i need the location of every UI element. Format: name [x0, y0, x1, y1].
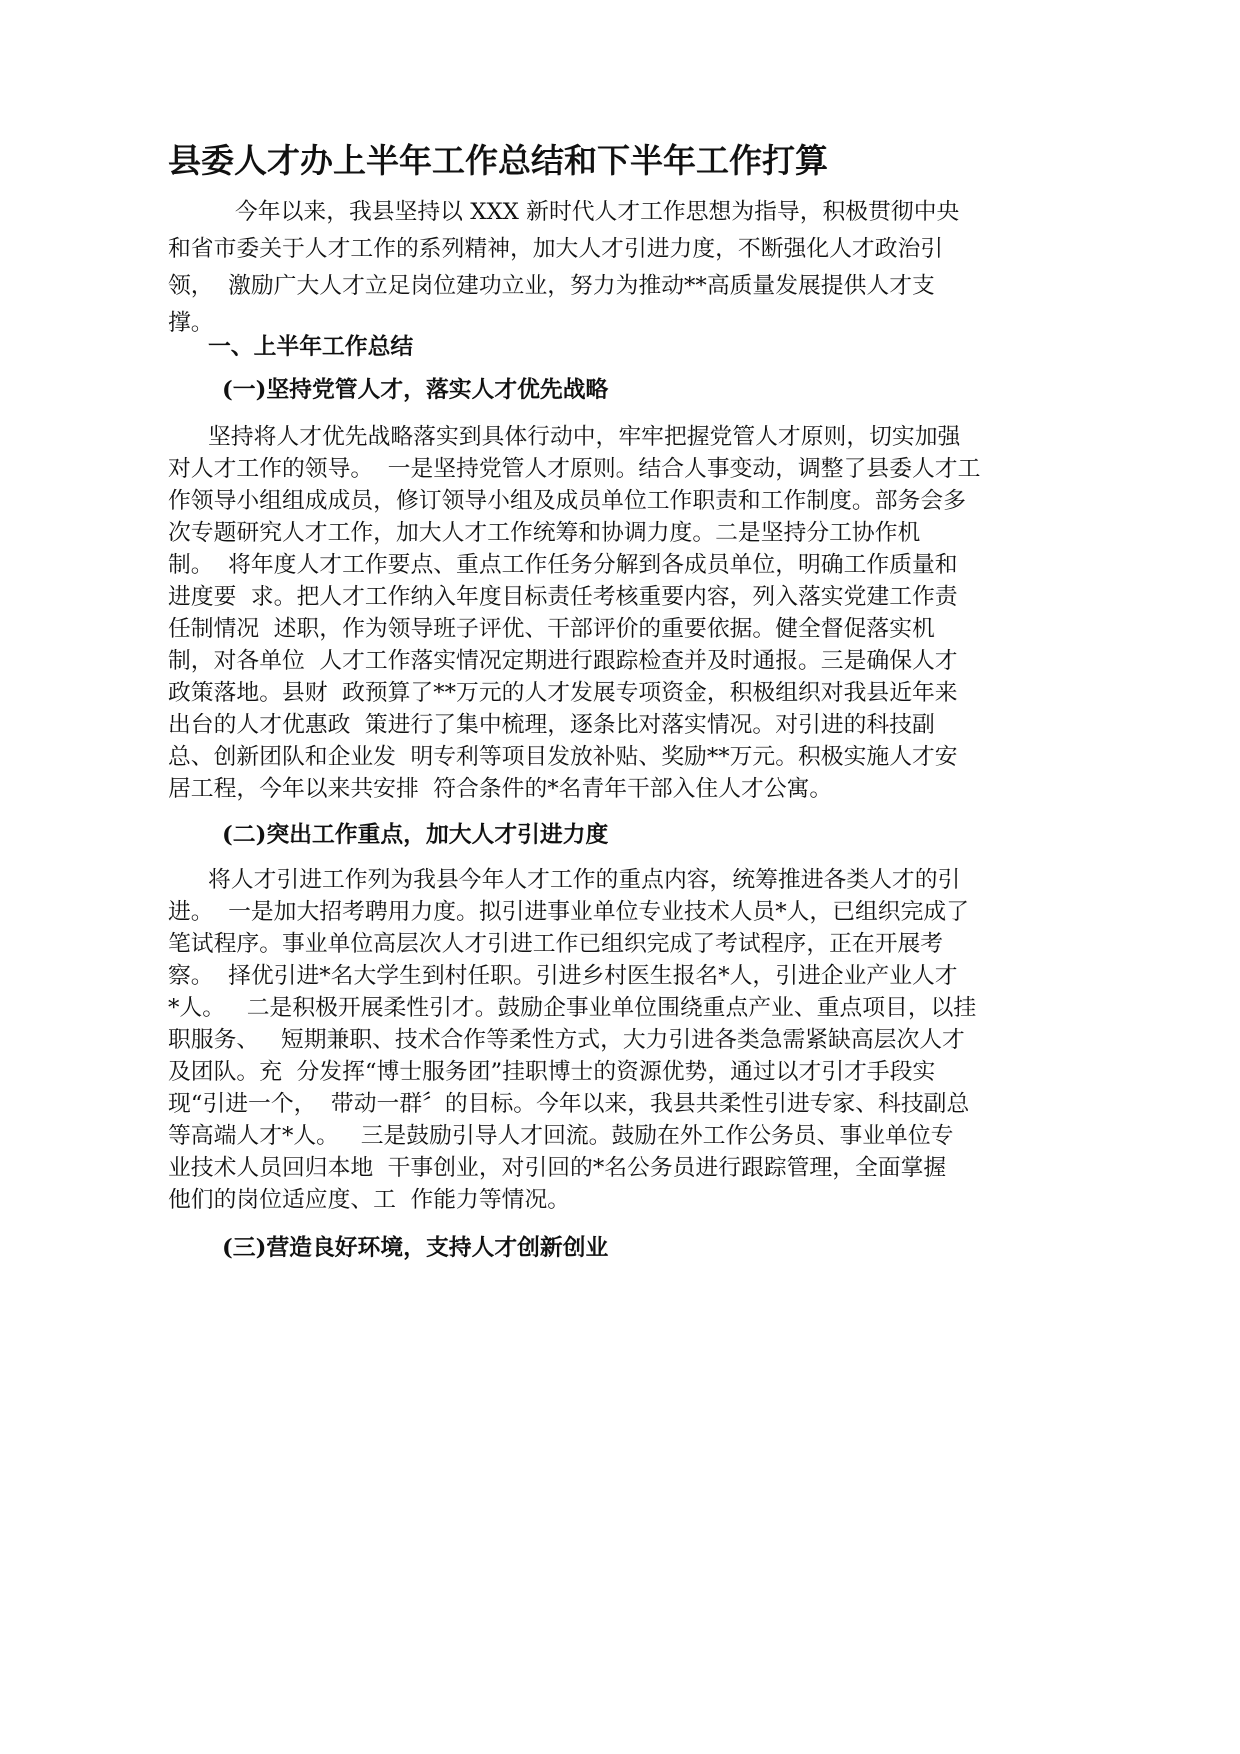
intro-line: 领， 激励广大人才立足岗位建功立业，努力为推动**高质量发展提供人才支	[168, 273, 935, 299]
paragraph-line: 总、创新团队和企业发 明专利等项目发放补贴、奖励**万元。积极实施人才安	[168, 744, 958, 770]
paragraph-line: 任制情况 述职，作为领导班子评优、干部评价的重要依据。健全督促落实机	[168, 616, 935, 642]
paragraph-line: 出台的人才优惠政 策进行了集中梳理，逐条比对落实情况。对引进的科技副	[168, 712, 935, 738]
paragraph-line: 对人才工作的领导。 一是坚持党管人才原则。结合人事变动，调整了县委人才工	[168, 456, 981, 482]
paragraph-line: 察。 择优引进*名大学生到村任职。引进乡村医生报名*人，引进企业产业人才	[168, 963, 958, 989]
paragraph-line: 等高端人才*人。 三是鼓励引导人才回流。鼓励在外工作公务员、事业单位专	[168, 1123, 954, 1149]
paragraph-line: 进。 一是加大招考聘用力度。拟引进事业单位专业技术人员*人，已组织完成了	[168, 899, 969, 925]
intro-paragraph	[168, 194, 1068, 342]
paragraph-line: 居工程，今年以来共安排 符合条件的*名青年干部入住人才公寓。	[168, 776, 833, 802]
subsection-paragraph	[168, 864, 1068, 1216]
intro-line: 今年以来，我县坚持以 XXX 新时代人才工作思想为指导，积极贯彻中央	[235, 199, 960, 225]
paragraph-line: 现“引进一个， 带动一群〞的目标。今年以来，我县共柔性引进专家、科技副总	[168, 1091, 970, 1117]
paragraph-line: 进度要 求。把人才工作纳入年度目标责任考核重要内容，列入落实党建工作责	[168, 584, 958, 610]
document-title: 县委人才办上半年工作总结和下半年工作打算	[168, 141, 828, 180]
subsection-paragraph	[168, 421, 1068, 805]
subsection-heading: (二)突出工作重点，加大人才引进力度	[222, 822, 609, 848]
paragraph-line: 制，对各单位 人才工作落实情况定期进行跟踪检查并及时通报。三是确保人才	[168, 648, 958, 674]
paragraph-line: 笔试程序。事业单位高层次人才引进工作已组织完成了考试程序，正在开展考	[168, 931, 944, 957]
subsection-heading: (三)营造良好环境，支持人才创新创业	[222, 1235, 609, 1261]
intro-line: 撑。	[168, 310, 214, 336]
subsection-heading: (一)坚持党管人才，落实人才优先战略	[222, 377, 609, 403]
intro-line: 和省市委关于人才工作的系列精神，加大人才引进力度，不断强化人才政治引	[168, 236, 944, 262]
paragraph-line: 坚持将人才优先战略落实到具体行动中，牢牢把握党管人才原则，切实加强	[208, 424, 961, 450]
paragraph-line: *人。 二是积极开展柔性引才。鼓励企事业单位围绕重点产业、重点项目，以挂	[168, 995, 977, 1021]
paragraph-line: 及团队。充 分发挥“博士服务团”挂职博士的资源优势，通过以才引才手段实	[168, 1059, 936, 1085]
paragraph-line: 次专题研究人才工作，加大人才工作统筹和协调力度。二是坚持分工协作机	[168, 520, 921, 546]
paragraph-line: 业技术人员回归本地 干事创业，对引回的*名公务员进行跟踪管理，全面掌握	[168, 1155, 947, 1181]
section-heading: 一、上半年工作总结	[208, 334, 414, 360]
paragraph-line: 政策落地。县财 政预算了**万元的人才发展专项资金，积极组织对我县近年来	[168, 680, 958, 706]
paragraph-line: 作领导小组组成成员，修订领导小组及成员单位工作职责和工作制度。部务会多	[168, 488, 966, 514]
paragraph-line: 制。 将年度人才工作要点、重点工作任务分解到各成员单位，明确工作质量和	[168, 552, 958, 578]
paragraph-line: 将人才引进工作列为我县今年人才工作的重点内容，统筹推进各类人才的引	[208, 867, 961, 893]
paragraph-line: 职服务、 短期兼职、技术合作等柔性方式，大力引进各类急需紧缺高层次人才	[168, 1027, 965, 1053]
paragraph-line: 他们的岗位适应度、工 作能力等情况。	[168, 1187, 571, 1213]
